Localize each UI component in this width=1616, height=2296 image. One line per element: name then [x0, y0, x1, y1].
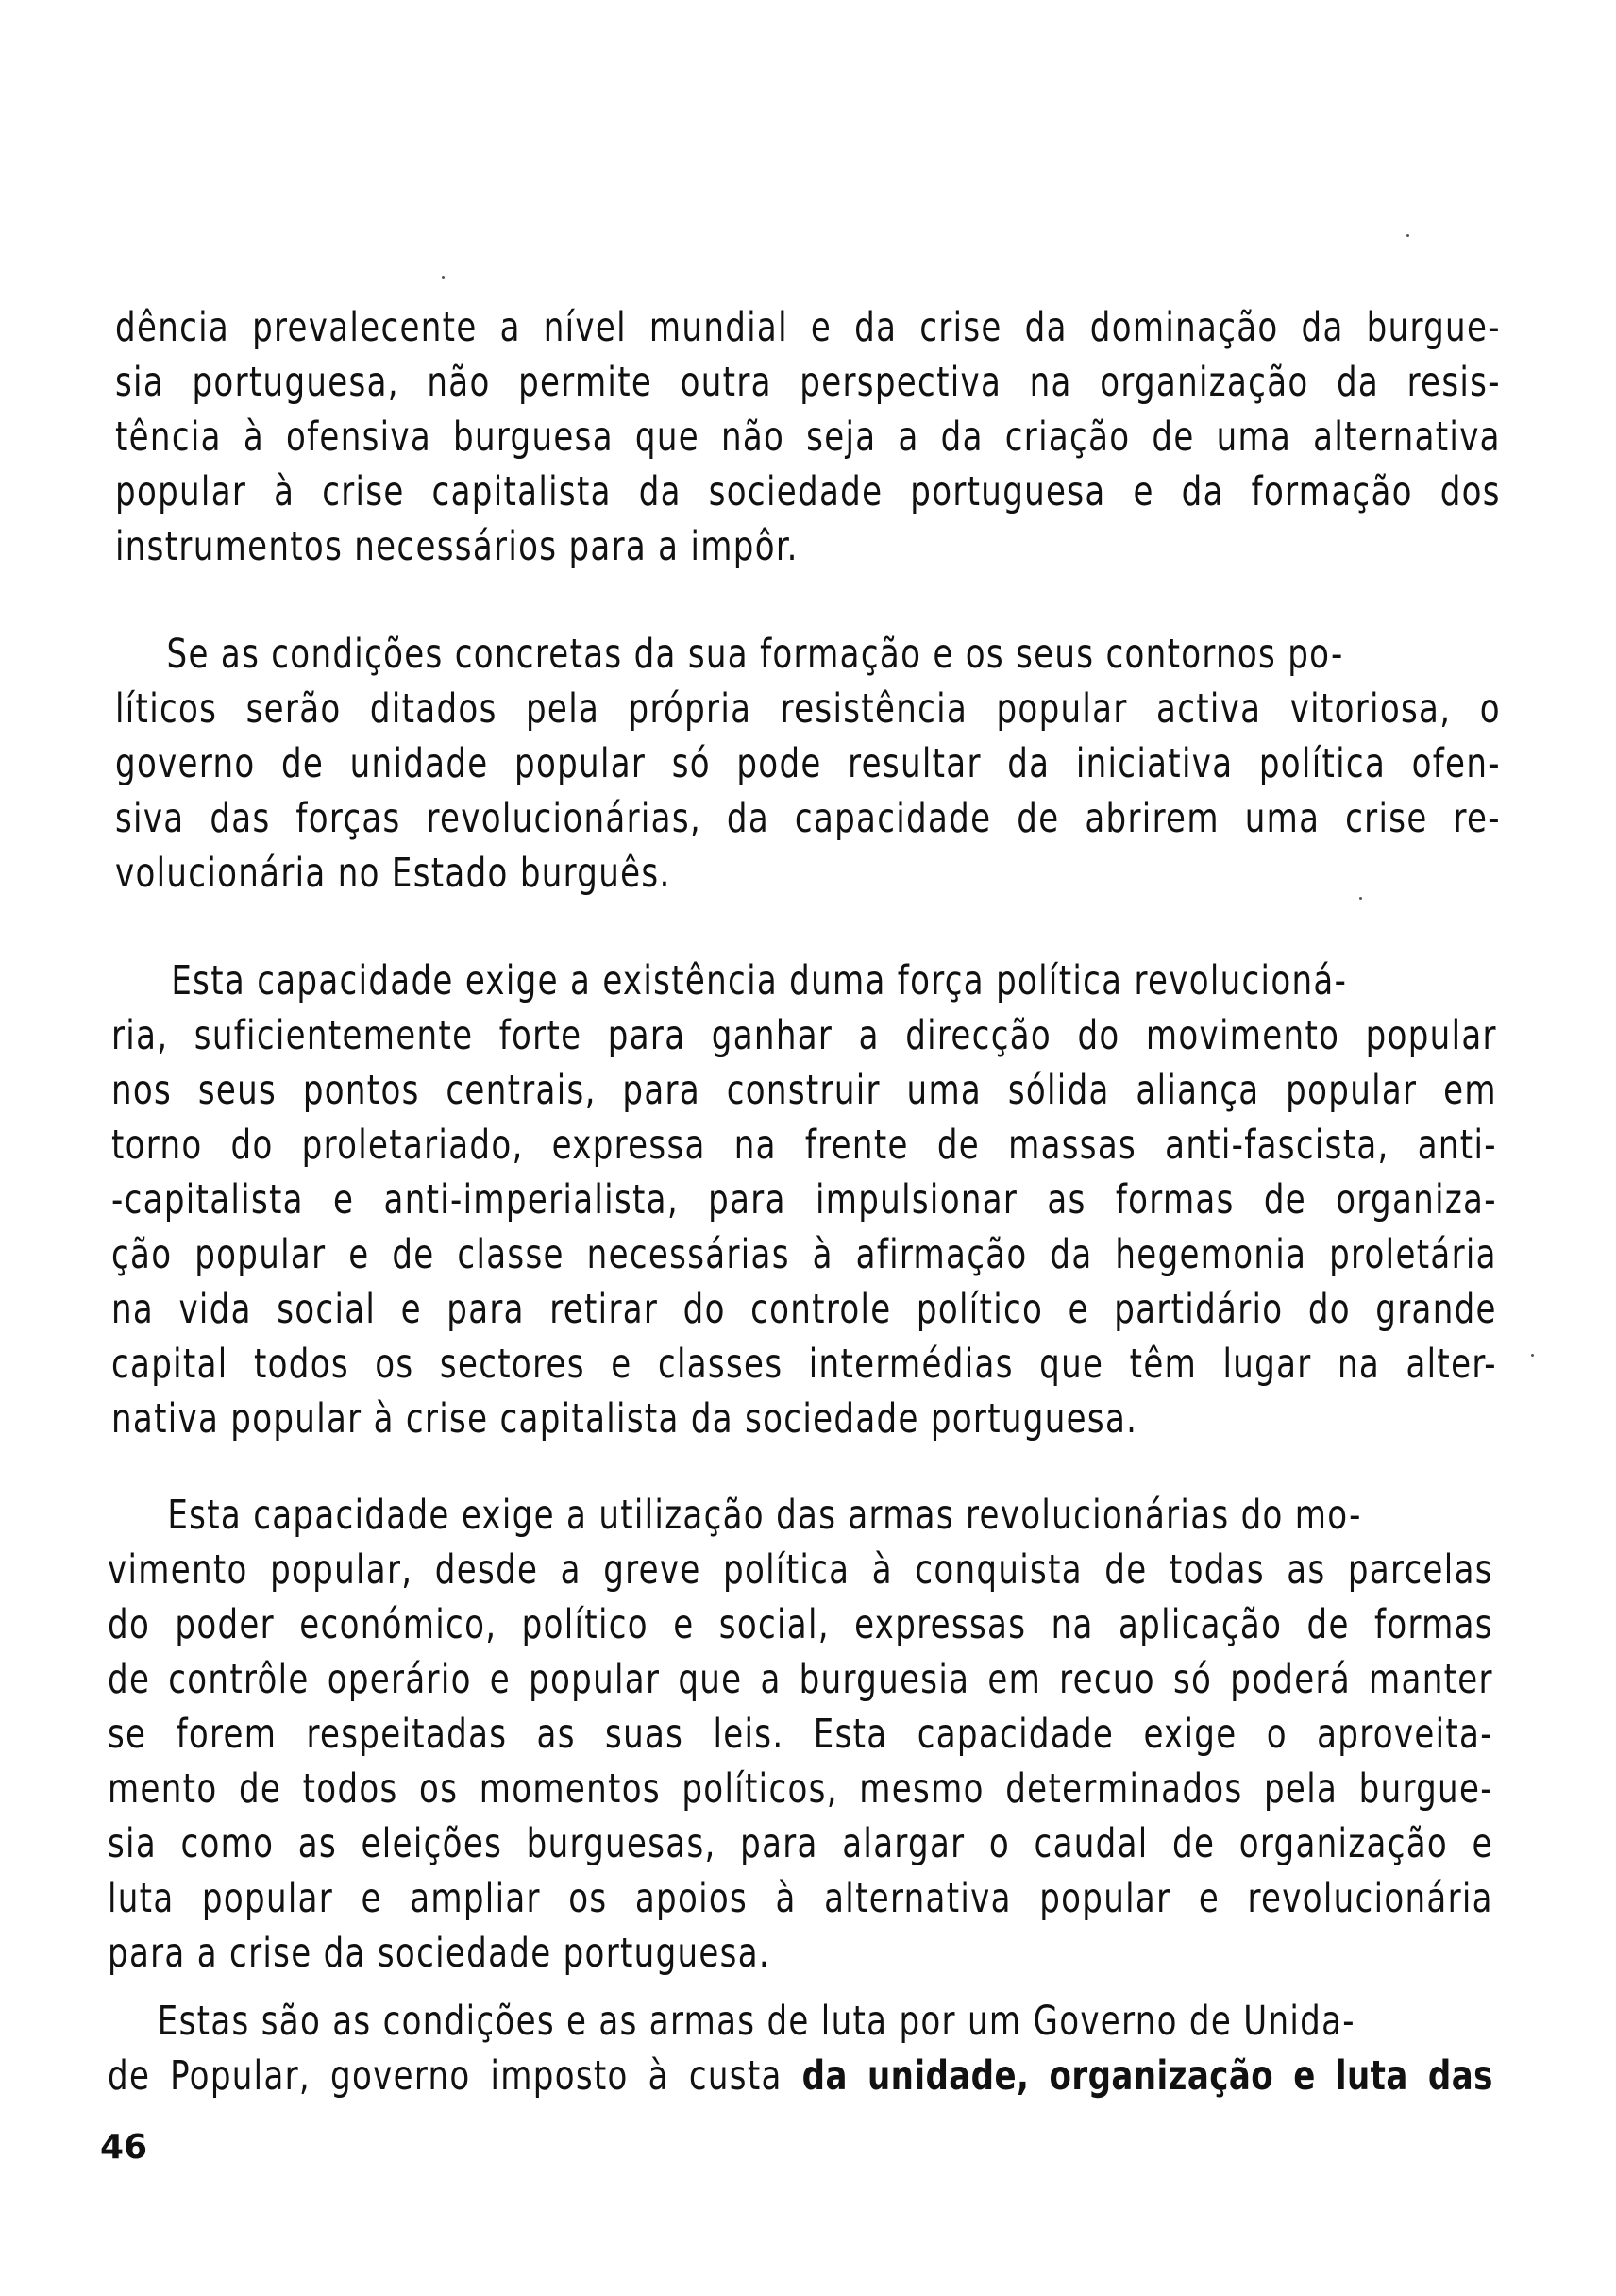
paragraph-line: do poder económico, político e social, expressas na aplicação de formas: [108, 1601, 1493, 1648]
paragraph-1: [115, 300, 1501, 574]
paragraph-line: nos seus pontos centrais, para construir uma sólida aliança popular em: [111, 1067, 1497, 1114]
paragraph-line: Esta capacidade exige a utilização das armas revolucionárias do mo-: [167, 1492, 1362, 1539]
paragraph-line: luta popular e ampliar os apoios à alternativa popular e revolucionária: [108, 1875, 1493, 1922]
paragraph-line: líticos serão ditados pela própria resistência popular activa vitoriosa, o: [115, 685, 1501, 733]
paragraph-line: Estas são as condições e as armas de luta por um Governo de Unida-: [157, 1998, 1355, 2045]
paragraph-line: siva das forças revolucionárias, da capacidade de abrirem uma crise re-: [115, 795, 1501, 842]
paragraph-line: para a crise da sociedade portuguesa.: [108, 1930, 771, 1977]
paragraph-line: vimento popular, desde a greve política à conquista de todas as parcelas: [108, 1546, 1493, 1594]
paragraph-line: de contrôle operário e popular que a burguesia em recuo só poderá manter: [108, 1656, 1493, 1703]
paragraph-line: ção popular e de classe necessárias à afirmação da hegemonia proletária: [111, 1231, 1497, 1278]
scan-speck: [1406, 234, 1409, 237]
bold-text: da unidade, organização e luta das: [801, 2052, 1493, 2100]
paragraph-line: Se as condições concretas da sua formação e os seus contornos po-: [166, 631, 1344, 678]
paragraph-line: ria, suficientemente forte para ganhar a direcção do movimento popular: [111, 1012, 1497, 1059]
paragraph-line: popular à crise capitalista da sociedade portuguesa e da formação dos: [115, 468, 1501, 515]
paragraph-5: [108, 1994, 1493, 2103]
paragraph-line: instrumentos necessários para a impôr.: [115, 523, 799, 570]
paragraph-line: se forem respeitadas as suas leis. Esta capacidade exige o aproveita-: [108, 1711, 1493, 1758]
scan-speck: [1531, 1354, 1534, 1357]
scan-speck: [442, 276, 445, 279]
paragraph-line: na vida social e para retirar do controle político e partidário do grande: [111, 1286, 1497, 1333]
paragraph-text: de Popular, governo imposto à custa: [108, 2052, 802, 2100]
paragraph-line: capital todos os sectores e classes intermédias que têm lugar na alter-: [111, 1341, 1497, 1388]
paragraph-line: -capitalista e anti-imperialista, para impulsionar as formas de organiza-: [111, 1176, 1497, 1224]
paragraph-line: sia portuguesa, não permite outra perspectiva na organização da resis-: [115, 359, 1501, 406]
paragraph-line: sia como as eleições burguesas, para alargar o caudal de organização e: [108, 1820, 1493, 1867]
paragraph-4: [108, 1488, 1493, 1981]
page-number: 46: [100, 2128, 148, 2167]
paragraph-line: volucionária no Estado burguês.: [115, 850, 671, 897]
paragraph-line: tência à ofensiva burguesa que não seja a da criação de uma alternativa: [115, 414, 1501, 461]
paragraph-3: [111, 954, 1497, 1446]
paragraph-line: dência prevalecente a nível mundial e da crise da dominação da burgue-: [115, 304, 1501, 351]
paragraph-line: torno do proletariado, expressa na frente de massas anti-fascista, anti-: [111, 1122, 1497, 1169]
paragraph-line: mento de todos os momentos políticos, mesmo determinados pela burgue-: [108, 1765, 1493, 1813]
paragraph-line: Esta capacidade exige a existência duma força política revolucioná-: [171, 957, 1348, 1004]
paragraph-2: [115, 627, 1501, 901]
scan-speck: [1359, 897, 1362, 900]
paragraph-line: governo de unidade popular só pode resultar da iniciativa política ofen-: [115, 740, 1501, 787]
paragraph-line: nativa popular à crise capitalista da sociedade portuguesa.: [111, 1395, 1138, 1443]
paragraph-line-mixed: [108, 2049, 1493, 2103]
